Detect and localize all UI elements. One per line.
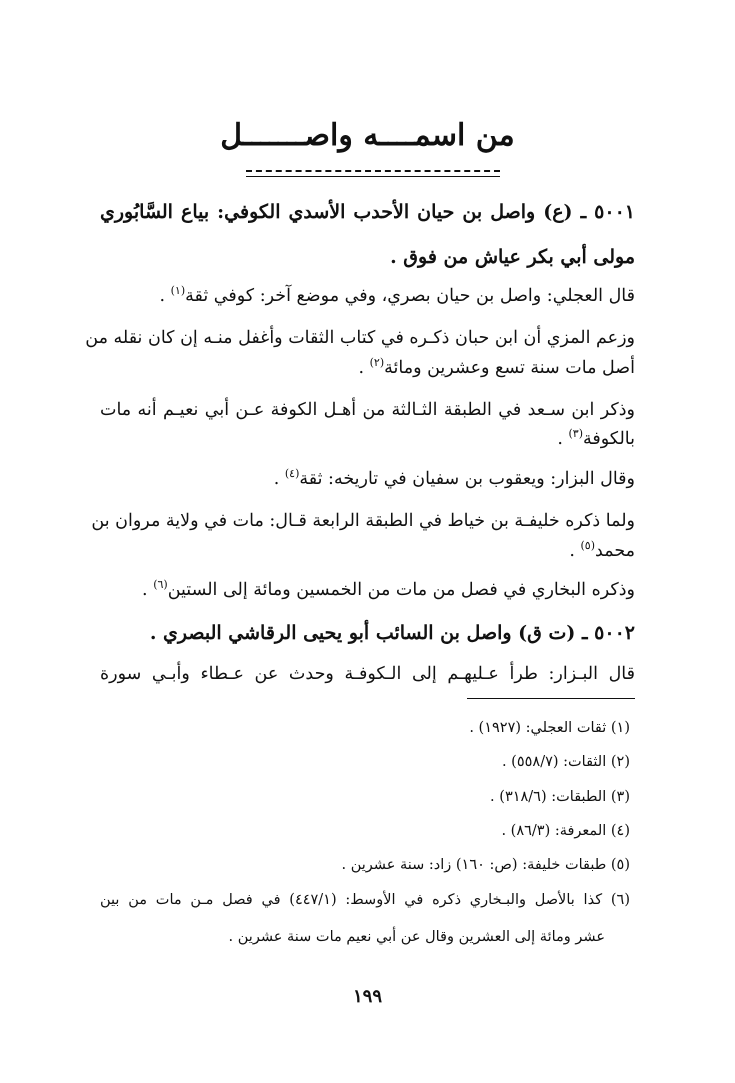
footnote-divider bbox=[467, 698, 635, 699]
footnote-5: (٥) طبقات خليفة: (ص: ١٦٠) زاد: سنة عشرين . bbox=[341, 857, 630, 873]
footnote-ref-3: (٣) bbox=[568, 427, 583, 441]
paragraph-text: وقال البزار: ويعقوب بن سفيان في تاريخه: ثقة bbox=[299, 469, 635, 489]
entry-5001-paragraph-4 bbox=[274, 464, 635, 494]
footnote-1: (١) ثقات العجلي: (١٩٢٧) . bbox=[469, 720, 630, 736]
footnote-ref-6: (٦) bbox=[153, 578, 168, 592]
paragraph-text: أصل مات سنة تسع وعشرين ومائة bbox=[384, 358, 635, 378]
entry-5001-paragraph-5-cont bbox=[569, 536, 635, 566]
entry-5001-paragraph-6 bbox=[142, 575, 635, 605]
paragraph-text: محمد bbox=[595, 541, 635, 561]
footnote-4: (٤) المعرفة: (٨٦/٣) . bbox=[501, 823, 630, 839]
entry-5001-paragraph-3-cont bbox=[557, 424, 635, 454]
entry-5001-paragraph-2-cont bbox=[358, 353, 635, 383]
paragraph-end: . bbox=[557, 429, 563, 449]
footnote-3: (٣) الطبقات: (٣١٨/٦) . bbox=[490, 789, 630, 805]
footnote-2: (٢) الثقات: (٥٥٨/٧) . bbox=[501, 754, 630, 770]
entry-5001-paragraph-5: ولما ذكره خليفـة بن خياط في الطبقة الرابعة قـال: مات في ولاية مروان بن bbox=[91, 511, 635, 531]
footnote-6: (٦) كذا بالأصل والبـخاري ذكره في الأوسط: (٤٤٧/١) في فصل مـن مات من بين bbox=[100, 892, 630, 908]
heading-underline bbox=[246, 170, 500, 177]
footnote-ref-4: (٤) bbox=[284, 467, 300, 481]
footnote-ref-2: (٢) bbox=[369, 356, 385, 370]
entry-5001-title: ٥٠٠١ ـ (ع) واصل بن حيان الأحدب الأسدي الكوفي: بياع السَّابُوري bbox=[100, 201, 635, 223]
page-number: ١٩٩ bbox=[352, 986, 382, 1007]
paragraph-text: وذكره البخاري في فصل من مات من الخمسين ومائة إلى الستين bbox=[167, 580, 635, 600]
entry-5001-paragraph-2: وزعم المزي أن ابن حبان ذكـره في كتاب الثقات وأغفل منـه إن كان نقله من bbox=[85, 328, 635, 348]
paragraph-end: . bbox=[569, 541, 575, 561]
footnote-6-cont: عشر ومائة إلى العشرين وقال عن أبي نعيم مات سنة عشرين . bbox=[228, 929, 605, 945]
entry-5002-title: ٥٠٠٢ ـ (ت ق) واصل بن السائب أبو يحيى الرقاشي البصري . bbox=[149, 622, 635, 644]
entry-5001-paragraph-1 bbox=[159, 281, 635, 311]
footnote-ref-1: (١) bbox=[170, 284, 186, 298]
paragraph-end: . bbox=[159, 286, 166, 306]
paragraph-end: . bbox=[273, 469, 280, 489]
entry-5001-title-cont: مولى أبي بكر عياش من فوق . bbox=[390, 246, 635, 268]
paragraph-end: . bbox=[358, 358, 365, 378]
entry-5002-paragraph-1: قال البـزار: طرأ عـليهـم إلى الـكوفـة وحدث عن عـطاء وأبـي سورة bbox=[100, 664, 635, 684]
paragraph-text: بالكوفة bbox=[583, 429, 635, 449]
paragraph-text: قال العجلي: واصل بن حيان بصري، وفي موضع آخر: كوفي ثقة bbox=[185, 286, 635, 306]
section-heading: من اسمــــه واصـــــــل bbox=[220, 118, 515, 153]
paragraph-end: . bbox=[142, 580, 148, 600]
footnote-ref-5: (٥) bbox=[580, 539, 596, 553]
entry-5001-paragraph-3: وذكر ابن سـعد في الطبقة الثـالثة من أهـل الكوفة عـن أبي نعيـم أنه مات bbox=[100, 400, 635, 420]
